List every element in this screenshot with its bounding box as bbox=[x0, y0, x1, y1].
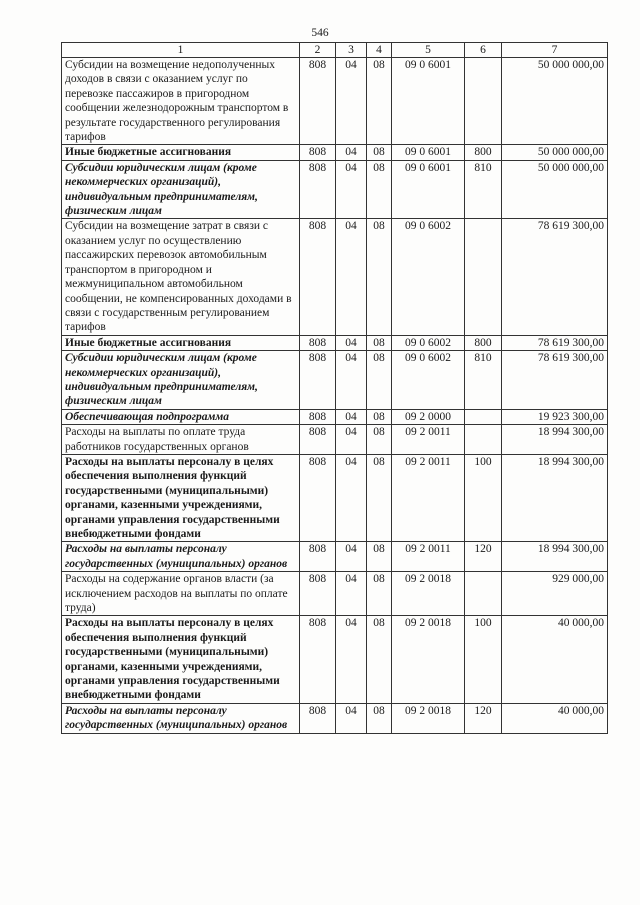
row-amount: 50 000 000,00 bbox=[502, 58, 608, 145]
row-section: 04 bbox=[336, 58, 367, 145]
col-header-6: 6 bbox=[465, 43, 502, 58]
budget-table bbox=[61, 42, 608, 734]
row-name: Иные бюджетные ассигнования bbox=[62, 335, 300, 350]
row-target-article: 09 2 0018 bbox=[392, 616, 465, 703]
row-expense-type: 100 bbox=[465, 454, 502, 541]
row-section: 04 bbox=[336, 409, 367, 424]
row-admin-code: 808 bbox=[300, 542, 336, 572]
row-target-article: 09 2 0011 bbox=[392, 425, 465, 455]
row-admin-code: 808 bbox=[300, 425, 336, 455]
table-row bbox=[62, 454, 608, 541]
row-amount: 78 619 300,00 bbox=[502, 351, 608, 410]
col-header-3: 3 bbox=[336, 43, 367, 58]
row-amount: 78 619 300,00 bbox=[502, 219, 608, 335]
row-name: Расходы на выплаты персоналу в целях обеспечения выполнения функций государственными (муниципальными) органами, казенными учреждениями, органами управления государственными внебюджетными фондами bbox=[62, 454, 300, 541]
table-row bbox=[62, 616, 608, 703]
row-expense-type: 120 bbox=[465, 703, 502, 733]
row-amount: 50 000 000,00 bbox=[502, 160, 608, 219]
table-row bbox=[62, 58, 608, 145]
row-expense-type bbox=[465, 425, 502, 455]
table-body bbox=[62, 58, 608, 734]
row-target-article: 09 2 0011 bbox=[392, 542, 465, 572]
row-target-article: 09 0 6001 bbox=[392, 145, 465, 160]
row-section: 04 bbox=[336, 425, 367, 455]
row-admin-code: 808 bbox=[300, 145, 336, 160]
row-admin-code: 808 bbox=[300, 454, 336, 541]
row-expense-type: 810 bbox=[465, 160, 502, 219]
row-subsection: 08 bbox=[367, 409, 392, 424]
row-amount: 40 000,00 bbox=[502, 703, 608, 733]
row-section: 04 bbox=[336, 572, 367, 616]
row-subsection: 08 bbox=[367, 703, 392, 733]
row-subsection: 08 bbox=[367, 145, 392, 160]
table-row bbox=[62, 335, 608, 350]
row-expense-type: 800 bbox=[465, 145, 502, 160]
row-subsection: 08 bbox=[367, 542, 392, 572]
row-subsection: 08 bbox=[367, 335, 392, 350]
table-row bbox=[62, 219, 608, 335]
row-section: 04 bbox=[336, 160, 367, 219]
row-amount: 19 923 300,00 bbox=[502, 409, 608, 424]
row-name: Субсидии юридическим лицам (кроме некоммерческих организаций), индивидуальным предпринимателям, физическим лицам bbox=[62, 351, 300, 410]
row-name: Субсидии на возмещение затрат в связи с оказанием услуг по осуществлению пассажирских перевозок автомобильным транспортом в пригородном и межмуниципальном автомобильном сообщении, не компенсированных доходами в связи с государственным регулированием тарифов bbox=[62, 219, 300, 335]
row-name: Обеспечивающая подпрограмма bbox=[62, 409, 300, 424]
page-number: 546 bbox=[311, 27, 329, 39]
row-expense-type bbox=[465, 572, 502, 616]
row-name: Расходы на выплаты персоналу государственных (муниципальных) органов bbox=[62, 542, 300, 572]
row-subsection: 08 bbox=[367, 572, 392, 616]
row-subsection: 08 bbox=[367, 351, 392, 410]
row-name: Расходы на содержание органов власти (за исключением расходов на выплаты по оплате труда) bbox=[62, 572, 300, 616]
row-section: 04 bbox=[336, 703, 367, 733]
row-admin-code: 808 bbox=[300, 703, 336, 733]
row-subsection: 08 bbox=[367, 425, 392, 455]
row-subsection: 08 bbox=[367, 58, 392, 145]
row-expense-type bbox=[465, 58, 502, 145]
col-header-5: 5 bbox=[392, 43, 465, 58]
table-row bbox=[62, 351, 608, 410]
row-subsection: 08 bbox=[367, 454, 392, 541]
row-admin-code: 808 bbox=[300, 351, 336, 410]
row-admin-code: 808 bbox=[300, 409, 336, 424]
row-name: Расходы на выплаты по оплате труда работников государственных органов bbox=[62, 425, 300, 455]
row-amount: 18 994 300,00 bbox=[502, 425, 608, 455]
row-admin-code: 808 bbox=[300, 219, 336, 335]
col-header-2: 2 bbox=[300, 43, 336, 58]
row-amount: 50 000 000,00 bbox=[502, 145, 608, 160]
row-expense-type: 120 bbox=[465, 542, 502, 572]
row-expense-type bbox=[465, 409, 502, 424]
row-expense-type bbox=[465, 219, 502, 335]
row-expense-type: 810 bbox=[465, 351, 502, 410]
row-amount: 18 994 300,00 bbox=[502, 542, 608, 572]
row-target-article: 09 2 0018 bbox=[392, 572, 465, 616]
row-section: 04 bbox=[336, 219, 367, 335]
row-section: 04 bbox=[336, 335, 367, 350]
row-amount: 18 994 300,00 bbox=[502, 454, 608, 541]
row-name: Субсидии юридическим лицам (кроме некоммерческих организаций), индивидуальным предпринимателям, физическим лицам bbox=[62, 160, 300, 219]
row-target-article: 09 0 6002 bbox=[392, 219, 465, 335]
row-target-article: 09 0 6001 bbox=[392, 160, 465, 219]
table-row bbox=[62, 425, 608, 455]
row-admin-code: 808 bbox=[300, 335, 336, 350]
row-section: 04 bbox=[336, 616, 367, 703]
table-row bbox=[62, 145, 608, 160]
table-row bbox=[62, 542, 608, 572]
table-row bbox=[62, 572, 608, 616]
row-expense-type: 100 bbox=[465, 616, 502, 703]
row-subsection: 08 bbox=[367, 616, 392, 703]
row-section: 04 bbox=[336, 542, 367, 572]
col-header-7: 7 bbox=[502, 43, 608, 58]
row-target-article: 09 2 0011 bbox=[392, 454, 465, 541]
col-header-4: 4 bbox=[367, 43, 392, 58]
row-name: Расходы на выплаты персоналу в целях обеспечения выполнения функций государственными (муниципальными) органами, казенными учреждениями, органами управления государственными внебюджетными фондами bbox=[62, 616, 300, 703]
row-subsection: 08 bbox=[367, 160, 392, 219]
row-target-article: 09 0 6002 bbox=[392, 351, 465, 410]
row-admin-code: 808 bbox=[300, 58, 336, 145]
row-subsection: 08 bbox=[367, 219, 392, 335]
row-section: 04 bbox=[336, 145, 367, 160]
col-header-1: 1 bbox=[62, 43, 300, 58]
row-name: Субсидии на возмещение недополученных доходов в связи с оказанием услуг по перевозке пассажиров в пригородном сообщении железнодорожным транспортом в результате государственного регулирования тарифов bbox=[62, 58, 300, 145]
header-row bbox=[62, 43, 608, 58]
row-admin-code: 808 bbox=[300, 572, 336, 616]
row-admin-code: 808 bbox=[300, 160, 336, 219]
row-name: Расходы на выплаты персоналу государственных (муниципальных) органов bbox=[62, 703, 300, 733]
row-section: 04 bbox=[336, 454, 367, 541]
row-target-article: 09 0 6002 bbox=[392, 335, 465, 350]
table-row bbox=[62, 160, 608, 219]
row-amount: 78 619 300,00 bbox=[502, 335, 608, 350]
table-row bbox=[62, 703, 608, 733]
row-amount: 929 000,00 bbox=[502, 572, 608, 616]
row-name: Иные бюджетные ассигнования bbox=[62, 145, 300, 160]
row-section: 04 bbox=[336, 351, 367, 410]
row-amount: 40 000,00 bbox=[502, 616, 608, 703]
table-row bbox=[62, 409, 608, 424]
row-target-article: 09 0 6001 bbox=[392, 58, 465, 145]
row-target-article: 09 2 0000 bbox=[392, 409, 465, 424]
row-expense-type: 800 bbox=[465, 335, 502, 350]
row-target-article: 09 2 0018 bbox=[392, 703, 465, 733]
row-admin-code: 808 bbox=[300, 616, 336, 703]
